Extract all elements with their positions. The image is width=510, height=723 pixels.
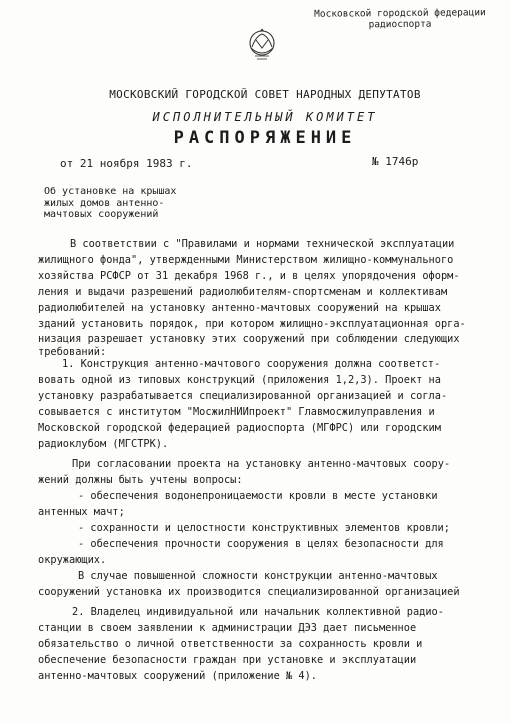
subject-line: жилых домов антенно- bbox=[44, 197, 165, 209]
subject-line: мачтовых сооружений bbox=[44, 209, 159, 220]
body-line: 1. Конструкция антенно-мачтового сооружения должна соответст- bbox=[62, 358, 441, 370]
body-line: окружающих. bbox=[38, 554, 107, 566]
subject-line: Об установке на крышах bbox=[44, 186, 177, 197]
stamp-line-1: Московской городской федерации bbox=[314, 7, 486, 20]
body-line: антенно-мачтовых сооружений (приложение № 4). bbox=[38, 670, 317, 682]
body-line: обязательство о личной ответственности за сохранность кровли и bbox=[38, 638, 423, 650]
body-line: низация разрешает установку этих сооружений при соблюдении следующих bbox=[38, 333, 460, 345]
body-line: Московской городской федерацией радиоспорта (МГФРС) или городским bbox=[38, 422, 441, 434]
document-type-title: РАСПОРЯЖЕНИЕ bbox=[173, 128, 357, 148]
body-line: - обеспечения водонепроницаемости кровли в месте установки bbox=[78, 490, 438, 502]
document-number: № 1746р bbox=[372, 155, 419, 168]
body-line: В соответствии с "Правилами и нормами технической эксплуатации bbox=[70, 238, 455, 250]
body-line: сооружений установка их производится специализированной организацией bbox=[38, 586, 460, 598]
body-line: обеспечение безопасности граждан при установке и эксплуатации bbox=[38, 654, 417, 666]
body-line: радиолюбителей на установку антенно-мачтовых сооружений на крышах bbox=[38, 302, 441, 314]
body-line: станции в своем заявлении к администрации ДЭЗ дает письменное bbox=[38, 622, 417, 634]
body-line: хозяйства РСФСР от 31 декабря 1968 г., и в целях упорядочения оформ- bbox=[38, 270, 460, 282]
body-line: требований: bbox=[38, 346, 107, 358]
body-line: жилищного фонда", утвержденными Министерством жилищно-коммунального bbox=[38, 254, 454, 266]
body-line: антенных мачт; bbox=[38, 506, 125, 518]
body-line: - сохранности и целостности конструктивных элементов кровли; bbox=[78, 522, 450, 534]
body-line: радиоклубом (МГСТРК). bbox=[38, 438, 169, 450]
body-line: вовать одной из типовых конструкций (приложения 1,2,3). Проект на bbox=[38, 374, 441, 386]
body-line: установку разрабатывается специализированной организацией и согла- bbox=[38, 390, 448, 402]
organization-name: МОСКОВСКИЙ ГОРОДСКОЙ СОВЕТ НАРОДНЫХ ДЕПУТАТОВ bbox=[109, 88, 421, 101]
body-line: ления и выдачи разрешений радиолюбителям-спортсменам и коллективам bbox=[38, 286, 448, 298]
body-line: - обеспечения прочности сооружения в целях безопасности для bbox=[78, 538, 444, 550]
body-line: жений должны быть учтены вопросы: bbox=[38, 474, 243, 486]
document-date: от 21 ноября 1983 г. bbox=[60, 157, 193, 170]
stamp-line-2: радиоспорта bbox=[368, 18, 432, 31]
committee-name: ИСПОЛНИТЕЛЬНЫЙ КОМИТЕТ bbox=[152, 110, 378, 124]
body-line: зданий установить порядок, при котором жилищно-эксплуатационная орга- bbox=[38, 318, 466, 330]
body-line: В случае повышенной сложности конструкции антенно-мачтовых bbox=[78, 570, 438, 582]
body-line: При согласовании проекта на установку антенно-мачтовых соору- bbox=[72, 458, 451, 470]
body-line: совывается с институтом "МосжилНИИпроект" Главмосжилуправления и bbox=[38, 406, 435, 418]
body-line: 2. Владелец индивидуальной или начальник коллективной радио- bbox=[72, 606, 444, 618]
